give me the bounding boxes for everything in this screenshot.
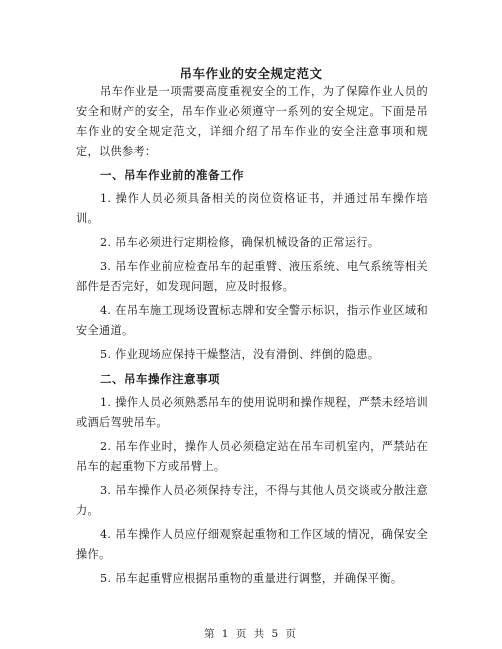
- list-item: 2. 吊车必须进行定期检修，确保机械设备的正常运行。: [100, 236, 380, 249]
- intro-paragraph: 吊车作业是一项需要高度重视安全的工作，为了保障作业人员的安全和财产的安全，吊车作业必须遵守一系列的安全规定。下面是吊车作业的安全规定范文，详细介绍了吊车作业的安全注意事项和规定，以供参考：: [76, 85, 428, 158]
- list-item: 3. 吊车操作人员必须保持专注，不得与其他人员交谈或分散注意力。: [76, 484, 428, 517]
- document-title: 吊车作业的安全规定范文: [179, 66, 323, 81]
- list-item: 2. 吊车作业时，操作人员必须稳定站在吊车司机室内，严禁站在吊车的起重物下方或吊臂上。: [76, 440, 428, 473]
- list-item: 4. 吊车操作人员应仔细观察起重物和工作区域的情况，确保安全操作。: [76, 528, 428, 561]
- list-item: 4. 在吊车施工现场设置标志牌和安全警示标识，指示作业区域和安全通道。: [76, 304, 428, 337]
- list-item: 1. 操作人员必须熟悉吊车的使用说明和操作规程，严禁未经培训或酒后驾驶吊车。: [76, 396, 428, 429]
- list-item: 1. 操作人员必须具备相关的岗位资格证书，并通过吊车操作培训。: [76, 192, 428, 225]
- list-item: 5. 作业现场应保持干燥整洁，没有滑倒、绊倒的隐患。: [100, 348, 380, 361]
- document-body: [76, 82, 428, 593]
- page-number-footer: 第 1 页 共 5 页: [203, 628, 299, 640]
- list-item: 3. 吊车作业前应检查吊车的起重臂、液压系统、电气系统等相关部件是否完好，如发现问题，应及时报修。: [76, 260, 428, 293]
- list-item: 5. 吊车起重臂应根据吊重物的重量进行调整，并确保平衡。: [100, 572, 403, 585]
- section-heading-operation: 二、吊车操作注意事项: [100, 372, 220, 386]
- section-heading-preparation: 一、吊车作业前的准备工作: [100, 168, 244, 182]
